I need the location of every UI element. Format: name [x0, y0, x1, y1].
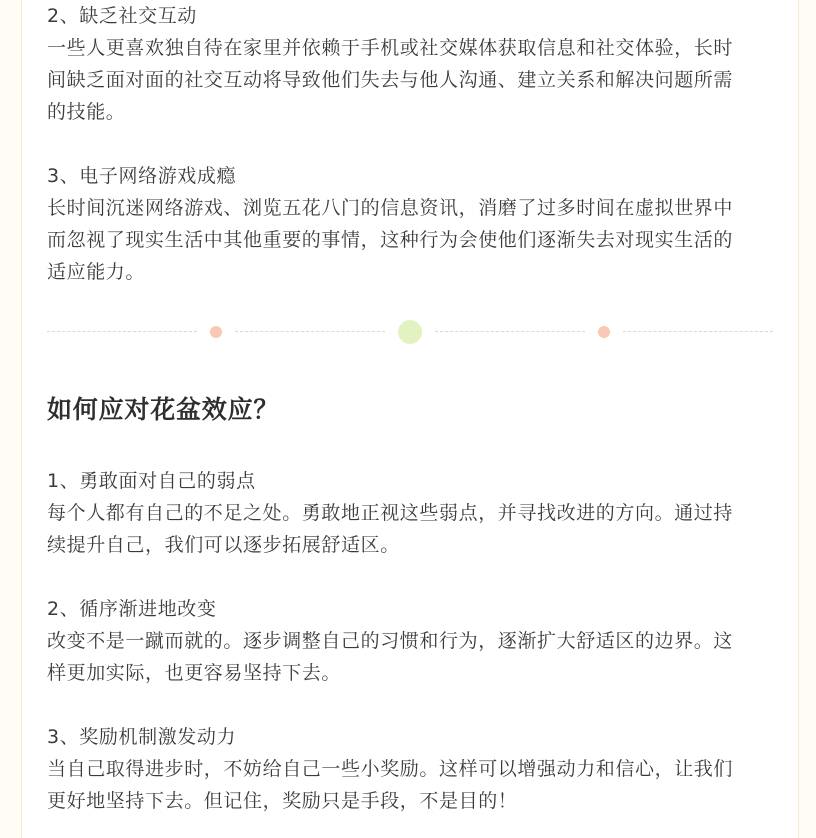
paragraph-line: 样更加实际，也更容易坚持下去。 — [47, 662, 342, 684]
paragraph-line: 续提升自己，我们可以逐步拓展舒适区。 — [47, 534, 400, 556]
divider-dash — [623, 331, 773, 332]
paragraph-line: 改变不是一蹴而就的。逐步调整自己的习惯和行为，逐渐扩大舒适区的边界。这 — [47, 630, 734, 652]
paragraph-line: 当自己取得进步时，不妨给自己一些小奖励。这样可以增强动力和信心，让我们 — [47, 758, 734, 780]
divider-dash — [435, 331, 585, 332]
paragraph-line: 适应能力。 — [47, 261, 146, 283]
paragraph-line: 更好地坚持下去。但记住，奖励只是手段，不是目的！ — [47, 790, 518, 812]
divider-dash — [235, 331, 385, 332]
divider-dot — [598, 326, 610, 338]
tip-heading: 3、奖励机制激发动力 — [47, 726, 237, 748]
section-heading: 2、缺乏社交互动 — [47, 5, 197, 27]
paragraph-line: 的技能。 — [47, 101, 126, 123]
paragraph-line: 长时间沉迷网络游戏、浏览五花八门的信息资讯，消磨了过多时间在虚拟世界中 — [47, 197, 734, 219]
paragraph-line: 一些人更喜欢独自待在家里并依赖于手机或社交媒体获取信息和社交体验，长时 — [47, 37, 734, 59]
section-divider — [47, 318, 773, 346]
paragraph-line: 间缺乏面对面的社交互动将导致他们失去与他人沟通、建立关系和解决问题所需 — [47, 69, 734, 91]
divider-dot-center — [398, 320, 422, 344]
section-heading: 3、电子网络游戏成瘾 — [47, 165, 237, 187]
tip-heading: 2、循序渐进地改变 — [47, 598, 217, 620]
divider-dash — [47, 331, 197, 332]
divider-dot — [210, 326, 222, 338]
section-title: 如何应对花盆效应？ — [47, 395, 280, 424]
tip-heading: 1、勇敢面对自己的弱点 — [47, 470, 256, 492]
paragraph-line: 而忽视了现实生活中其他重要的事情，这种行为会使他们逐渐失去对现实生活的 — [47, 229, 734, 251]
paragraph-line: 每个人都有自己的不足之处。勇敢地正视这些弱点，并寻找改进的方向。通过持 — [47, 502, 734, 524]
